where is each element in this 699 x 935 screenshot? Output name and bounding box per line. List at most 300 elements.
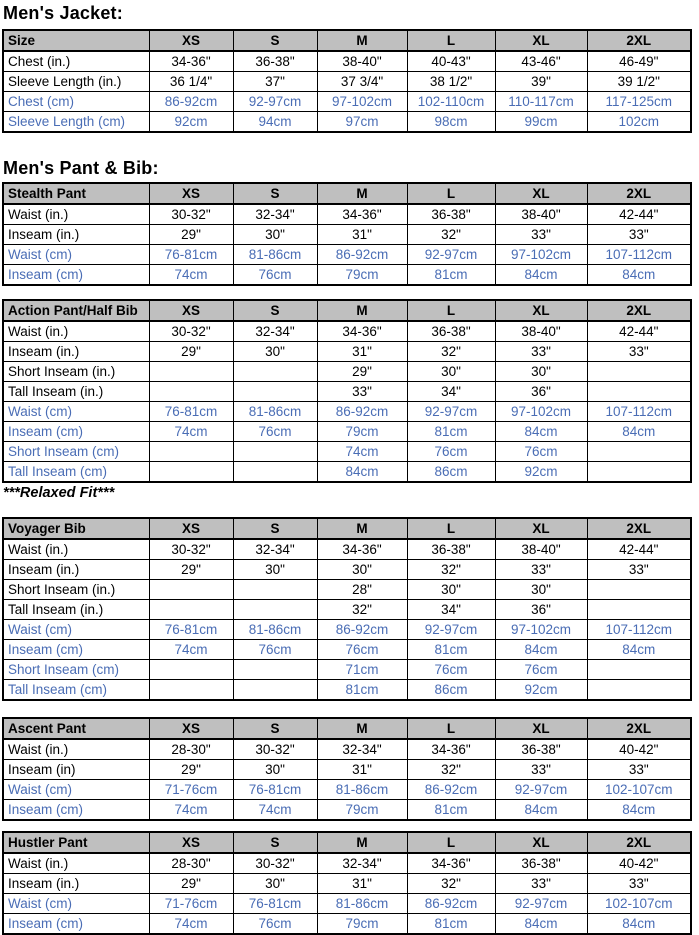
size-value-cell: 30" <box>407 580 495 600</box>
size-value-cell: 74cm <box>149 914 233 935</box>
size-value-cell: 84cm <box>495 640 587 660</box>
size-column-header: M <box>317 183 407 204</box>
size-value-cell: 81cm <box>407 914 495 935</box>
size-value-cell: 86-92cm <box>407 780 495 800</box>
table-row <box>3 560 691 580</box>
table-header-row <box>3 718 691 739</box>
size-column-header: 2XL <box>587 718 691 739</box>
size-value-cell: 43-46" <box>495 51 587 72</box>
size-value-cell: 84cm <box>495 422 587 442</box>
size-value-cell: 33" <box>495 874 587 894</box>
size-value-cell: 34-36" <box>407 853 495 874</box>
table-row <box>3 321 691 342</box>
size-value-cell: 34" <box>407 600 495 620</box>
size-value-cell: 71-76cm <box>149 894 233 914</box>
row-label: Sleeve Length (cm) <box>3 112 149 133</box>
voyager-bib-table-container <box>2 517 699 701</box>
size-value-cell: 29" <box>149 874 233 894</box>
size-value-cell: 97-102cm <box>317 92 407 112</box>
table-row <box>3 600 691 620</box>
size-value-cell: 102-107cm <box>587 894 691 914</box>
size-column-header: XL <box>495 718 587 739</box>
size-value-cell: 86cm <box>407 462 495 483</box>
size-value-cell: 28" <box>317 580 407 600</box>
row-label: Waist (cm) <box>3 620 149 640</box>
size-value-cell: 42-44" <box>587 204 691 225</box>
size-value-cell: 38 1/2" <box>407 72 495 92</box>
mens-jacket-table-container <box>2 29 699 133</box>
size-value-cell: 84cm <box>587 914 691 935</box>
hustler-pant-table <box>2 831 692 935</box>
voyager-bib-table <box>2 517 692 701</box>
row-label: Inseam (in) <box>3 760 149 780</box>
row-label: Inseam (in.) <box>3 342 149 362</box>
size-value-cell: 74cm <box>149 640 233 660</box>
size-column-header: S <box>233 183 317 204</box>
size-value-cell: 76cm <box>233 265 317 286</box>
size-column-header: 2XL <box>587 183 691 204</box>
size-value-cell: 74cm <box>317 442 407 462</box>
size-value-cell <box>233 462 317 483</box>
size-value-cell: 81-86cm <box>317 780 407 800</box>
size-value-cell: 92-97cm <box>407 245 495 265</box>
table-row <box>3 914 691 935</box>
table-row <box>3 422 691 442</box>
size-value-cell <box>587 362 691 382</box>
table-row <box>3 204 691 225</box>
row-label: Waist (cm) <box>3 780 149 800</box>
row-label: Short Inseam (cm) <box>3 442 149 462</box>
size-value-cell: 28-30" <box>149 739 233 760</box>
table-row <box>3 760 691 780</box>
size-value-cell: 79cm <box>317 265 407 286</box>
size-value-cell: 81cm <box>407 265 495 286</box>
table-row <box>3 362 691 382</box>
row-label: Tall Inseam (in.) <box>3 382 149 402</box>
size-value-cell: 33" <box>495 225 587 245</box>
size-column-header: L <box>407 30 495 51</box>
size-value-cell: 30" <box>495 362 587 382</box>
size-value-cell: 42-44" <box>587 321 691 342</box>
size-value-cell <box>233 580 317 600</box>
size-value-cell: 40-42" <box>587 739 691 760</box>
table-header-row <box>3 30 691 51</box>
size-value-cell: 39 1/2" <box>587 72 691 92</box>
size-value-cell: 107-112cm <box>587 402 691 422</box>
size-value-cell: 76cm <box>233 914 317 935</box>
table-title-cell: Hustler Pant <box>3 832 149 853</box>
size-value-cell: 30" <box>407 362 495 382</box>
size-value-cell: 36-38" <box>495 739 587 760</box>
table-row <box>3 402 691 422</box>
table-row <box>3 640 691 660</box>
table-row <box>3 442 691 462</box>
size-value-cell: 32-34" <box>233 539 317 560</box>
size-column-header: M <box>317 30 407 51</box>
size-value-cell: 110-117cm <box>495 92 587 112</box>
size-value-cell: 92-97cm <box>407 620 495 640</box>
size-column-header: 2XL <box>587 518 691 539</box>
size-value-cell: 92-97cm <box>407 402 495 422</box>
size-value-cell: 36" <box>495 600 587 620</box>
size-value-cell: 30" <box>317 560 407 580</box>
size-value-cell <box>149 382 233 402</box>
size-value-cell: 81-86cm <box>233 245 317 265</box>
row-label: Waist (in.) <box>3 204 149 225</box>
table-title-cell: Size <box>3 30 149 51</box>
size-value-cell: 74cm <box>149 800 233 821</box>
size-value-cell: 97-102cm <box>495 245 587 265</box>
size-value-cell: 32" <box>407 560 495 580</box>
size-column-header: XL <box>495 183 587 204</box>
size-value-cell: 32-34" <box>233 204 317 225</box>
size-value-cell: 34" <box>407 382 495 402</box>
size-value-cell: 34-36" <box>317 204 407 225</box>
row-label: Inseam (in.) <box>3 225 149 245</box>
size-value-cell: 86cm <box>407 680 495 701</box>
table-row <box>3 112 691 133</box>
size-column-header: S <box>233 30 317 51</box>
table-row <box>3 680 691 701</box>
size-column-header: M <box>317 718 407 739</box>
stealth-pant-table <box>2 182 692 286</box>
size-value-cell: 34-36" <box>317 321 407 342</box>
table-header-row <box>3 518 691 539</box>
row-label: Waist (in.) <box>3 321 149 342</box>
size-value-cell: 94cm <box>233 112 317 133</box>
table-row <box>3 894 691 914</box>
row-label: Waist (in.) <box>3 539 149 560</box>
size-value-cell: 36 1/4" <box>149 72 233 92</box>
size-value-cell: 33" <box>495 760 587 780</box>
size-value-cell <box>149 660 233 680</box>
size-value-cell: 33" <box>495 342 587 362</box>
size-value-cell: 92-97cm <box>495 894 587 914</box>
size-column-header: XS <box>149 30 233 51</box>
size-value-cell: 29" <box>149 760 233 780</box>
size-value-cell: 76cm <box>495 660 587 680</box>
size-column-header: XL <box>495 300 587 321</box>
row-label: Waist (cm) <box>3 245 149 265</box>
size-value-cell: 30" <box>233 225 317 245</box>
size-value-cell: 76cm <box>407 442 495 462</box>
size-value-cell <box>149 600 233 620</box>
size-value-cell: 97-102cm <box>495 620 587 640</box>
mens-jacket-table <box>2 29 692 133</box>
table-row <box>3 539 691 560</box>
size-value-cell: 32" <box>407 225 495 245</box>
size-value-cell: 30" <box>495 580 587 600</box>
table-row <box>3 853 691 874</box>
size-column-header: M <box>317 300 407 321</box>
size-value-cell: 76cm <box>317 640 407 660</box>
size-column-header: XL <box>495 518 587 539</box>
size-value-cell: 92cm <box>149 112 233 133</box>
size-value-cell: 86-92cm <box>149 92 233 112</box>
table-row <box>3 874 691 894</box>
row-label: Inseam (cm) <box>3 914 149 935</box>
size-column-header: S <box>233 518 317 539</box>
hustler-pant-table-container <box>2 831 699 935</box>
size-column-header: L <box>407 300 495 321</box>
size-value-cell: 107-112cm <box>587 245 691 265</box>
size-value-cell: 81-86cm <box>233 402 317 422</box>
size-value-cell: 32" <box>407 760 495 780</box>
table-row <box>3 51 691 72</box>
size-value-cell: 79cm <box>317 422 407 442</box>
size-value-cell: 84cm <box>587 640 691 660</box>
size-value-cell: 76-81cm <box>149 402 233 422</box>
size-value-cell: 74cm <box>233 800 317 821</box>
size-value-cell: 31" <box>317 225 407 245</box>
size-value-cell: 102cm <box>587 112 691 133</box>
size-value-cell <box>149 580 233 600</box>
size-value-cell: 84cm <box>587 800 691 821</box>
size-value-cell: 76cm <box>233 422 317 442</box>
size-value-cell: 30-32" <box>233 739 317 760</box>
size-column-header: S <box>233 832 317 853</box>
size-value-cell: 81cm <box>317 680 407 701</box>
size-value-cell: 86-92cm <box>317 245 407 265</box>
table-row <box>3 72 691 92</box>
table-row <box>3 780 691 800</box>
size-value-cell: 81cm <box>407 640 495 660</box>
size-value-cell: 97-102cm <box>495 402 587 422</box>
size-column-header: 2XL <box>587 300 691 321</box>
size-column-header: XS <box>149 300 233 321</box>
row-label: Inseam (in.) <box>3 874 149 894</box>
row-label: Inseam (cm) <box>3 640 149 660</box>
size-value-cell: 98cm <box>407 112 495 133</box>
size-value-cell: 32-34" <box>317 739 407 760</box>
size-value-cell: 107-112cm <box>587 620 691 640</box>
size-value-cell: 92-97cm <box>233 92 317 112</box>
size-value-cell: 92-97cm <box>495 780 587 800</box>
size-value-cell: 92cm <box>495 680 587 701</box>
size-value-cell: 84cm <box>317 462 407 483</box>
size-value-cell: 38-40" <box>317 51 407 72</box>
size-value-cell: 31" <box>317 874 407 894</box>
table-row <box>3 660 691 680</box>
size-value-cell <box>149 462 233 483</box>
table-row <box>3 800 691 821</box>
size-value-cell: 29" <box>149 225 233 245</box>
size-column-header: S <box>233 718 317 739</box>
size-value-cell: 38-40" <box>495 321 587 342</box>
size-value-cell: 36" <box>495 382 587 402</box>
row-label: Inseam (cm) <box>3 800 149 821</box>
size-value-cell <box>587 462 691 483</box>
size-column-header: XS <box>149 183 233 204</box>
size-value-cell: 74cm <box>149 422 233 442</box>
size-value-cell: 30" <box>233 560 317 580</box>
jacket-section-title: Men's Jacket: <box>3 3 123 23</box>
size-value-cell: 32" <box>407 342 495 362</box>
size-value-cell: 76cm <box>495 442 587 462</box>
size-value-cell: 33" <box>587 874 691 894</box>
size-value-cell: 31" <box>317 342 407 362</box>
size-value-cell: 79cm <box>317 914 407 935</box>
size-value-cell: 33" <box>587 560 691 580</box>
size-value-cell: 37" <box>233 72 317 92</box>
size-column-header: M <box>317 832 407 853</box>
size-column-header: XS <box>149 832 233 853</box>
size-value-cell: 71-76cm <box>149 780 233 800</box>
size-value-cell: 81cm <box>407 422 495 442</box>
size-value-cell: 76-81cm <box>233 780 317 800</box>
table-title-cell: Action Pant/Half Bib <box>3 300 149 321</box>
size-value-cell: 33" <box>317 382 407 402</box>
table-header-row <box>3 183 691 204</box>
size-value-cell: 81cm <box>407 800 495 821</box>
size-value-cell: 30" <box>233 342 317 362</box>
size-column-header: M <box>317 518 407 539</box>
size-value-cell: 34-36" <box>317 539 407 560</box>
size-value-cell: 36-38" <box>233 51 317 72</box>
size-column-header: L <box>407 183 495 204</box>
table-row <box>3 739 691 760</box>
size-value-cell: 76-81cm <box>233 894 317 914</box>
action-pant-half-bib-table-container <box>2 299 699 483</box>
size-value-cell: 30-32" <box>149 204 233 225</box>
row-label: Inseam (cm) <box>3 265 149 286</box>
row-label: Sleeve Length (in.) <box>3 72 149 92</box>
table-row <box>3 245 691 265</box>
size-value-cell <box>233 660 317 680</box>
size-value-cell: 84cm <box>495 914 587 935</box>
size-column-header: XS <box>149 518 233 539</box>
table-row <box>3 462 691 483</box>
size-value-cell: 38-40" <box>495 539 587 560</box>
size-value-cell <box>587 382 691 402</box>
size-value-cell <box>149 362 233 382</box>
size-value-cell: 84cm <box>495 800 587 821</box>
table-row <box>3 382 691 402</box>
size-value-cell: 86-92cm <box>317 620 407 640</box>
size-value-cell: 28-30" <box>149 853 233 874</box>
ascent-pant-table <box>2 717 692 821</box>
size-value-cell: 37 3/4" <box>317 72 407 92</box>
size-column-header: L <box>407 832 495 853</box>
table-row <box>3 342 691 362</box>
size-value-cell: 102-107cm <box>587 780 691 800</box>
size-value-cell: 84cm <box>587 422 691 442</box>
size-value-cell: 34-36" <box>407 739 495 760</box>
table-row <box>3 620 691 640</box>
size-value-cell <box>233 442 317 462</box>
table-title-cell: Stealth Pant <box>3 183 149 204</box>
size-value-cell: 40-43" <box>407 51 495 72</box>
size-value-cell <box>149 680 233 701</box>
size-value-cell: 29" <box>317 362 407 382</box>
size-value-cell <box>233 382 317 402</box>
table-row <box>3 225 691 245</box>
size-value-cell: 30-32" <box>149 539 233 560</box>
row-label: Waist (cm) <box>3 894 149 914</box>
size-value-cell: 33" <box>587 342 691 362</box>
size-value-cell <box>587 442 691 462</box>
table-title-cell: Ascent Pant <box>3 718 149 739</box>
size-value-cell: 30" <box>233 760 317 780</box>
row-label: Chest (in.) <box>3 51 149 72</box>
row-label: Short Inseam (cm) <box>3 660 149 680</box>
table-title-cell: Voyager Bib <box>3 518 149 539</box>
row-label: Chest (cm) <box>3 92 149 112</box>
action-pant-half-bib-table <box>2 299 692 483</box>
row-label: Tall Inseam (in.) <box>3 600 149 620</box>
stealth-pant-table-container <box>2 182 699 286</box>
size-value-cell: 102-110cm <box>407 92 495 112</box>
size-value-cell: 36-38" <box>495 853 587 874</box>
size-value-cell: 86-92cm <box>407 894 495 914</box>
size-column-header: XS <box>149 718 233 739</box>
size-value-cell: 39" <box>495 72 587 92</box>
size-value-cell: 32-34" <box>233 321 317 342</box>
size-value-cell: 81-86cm <box>317 894 407 914</box>
size-value-cell: 33" <box>587 760 691 780</box>
size-value-cell: 32" <box>407 874 495 894</box>
size-value-cell: 32" <box>317 600 407 620</box>
size-column-header: S <box>233 300 317 321</box>
size-value-cell: 29" <box>149 560 233 580</box>
size-value-cell <box>587 600 691 620</box>
row-label: Tall Inseam (cm) <box>3 462 149 483</box>
size-value-cell <box>233 680 317 701</box>
size-value-cell: 32-34" <box>317 853 407 874</box>
size-value-cell: 31" <box>317 760 407 780</box>
size-column-header: XL <box>495 832 587 853</box>
size-value-cell: 99cm <box>495 112 587 133</box>
size-value-cell: 97cm <box>317 112 407 133</box>
size-value-cell: 29" <box>149 342 233 362</box>
size-column-header: XL <box>495 30 587 51</box>
size-value-cell: 33" <box>495 560 587 580</box>
size-value-cell: 84cm <box>495 265 587 286</box>
size-value-cell: 81-86cm <box>233 620 317 640</box>
row-label: Waist (in.) <box>3 739 149 760</box>
row-label: Inseam (cm) <box>3 422 149 442</box>
pant-bib-section-title: Men's Pant & Bib: <box>3 158 159 178</box>
size-value-cell: 86-92cm <box>317 402 407 422</box>
size-value-cell: 71cm <box>317 660 407 680</box>
size-column-header: L <box>407 718 495 739</box>
size-value-cell: 74cm <box>149 265 233 286</box>
size-value-cell: 79cm <box>317 800 407 821</box>
size-value-cell: 33" <box>587 225 691 245</box>
size-value-cell <box>587 680 691 701</box>
row-label: Tall Inseam (cm) <box>3 680 149 701</box>
row-label: Waist (in.) <box>3 853 149 874</box>
size-value-cell: 76cm <box>233 640 317 660</box>
size-value-cell: 36-38" <box>407 204 495 225</box>
size-value-cell <box>233 600 317 620</box>
size-value-cell: 42-44" <box>587 539 691 560</box>
size-value-cell: 30-32" <box>233 853 317 874</box>
row-label: Waist (cm) <box>3 402 149 422</box>
relaxed-fit-note: ***Relaxed Fit*** <box>3 485 115 501</box>
size-value-cell: 92cm <box>495 462 587 483</box>
row-label: Short Inseam (in.) <box>3 362 149 382</box>
table-header-row <box>3 300 691 321</box>
size-value-cell <box>587 580 691 600</box>
table-row <box>3 580 691 600</box>
size-column-header: 2XL <box>587 30 691 51</box>
table-header-row <box>3 832 691 853</box>
size-value-cell <box>233 362 317 382</box>
ascent-pant-table-container <box>2 717 699 821</box>
row-label: Short Inseam (in.) <box>3 580 149 600</box>
size-value-cell: 30-32" <box>149 321 233 342</box>
